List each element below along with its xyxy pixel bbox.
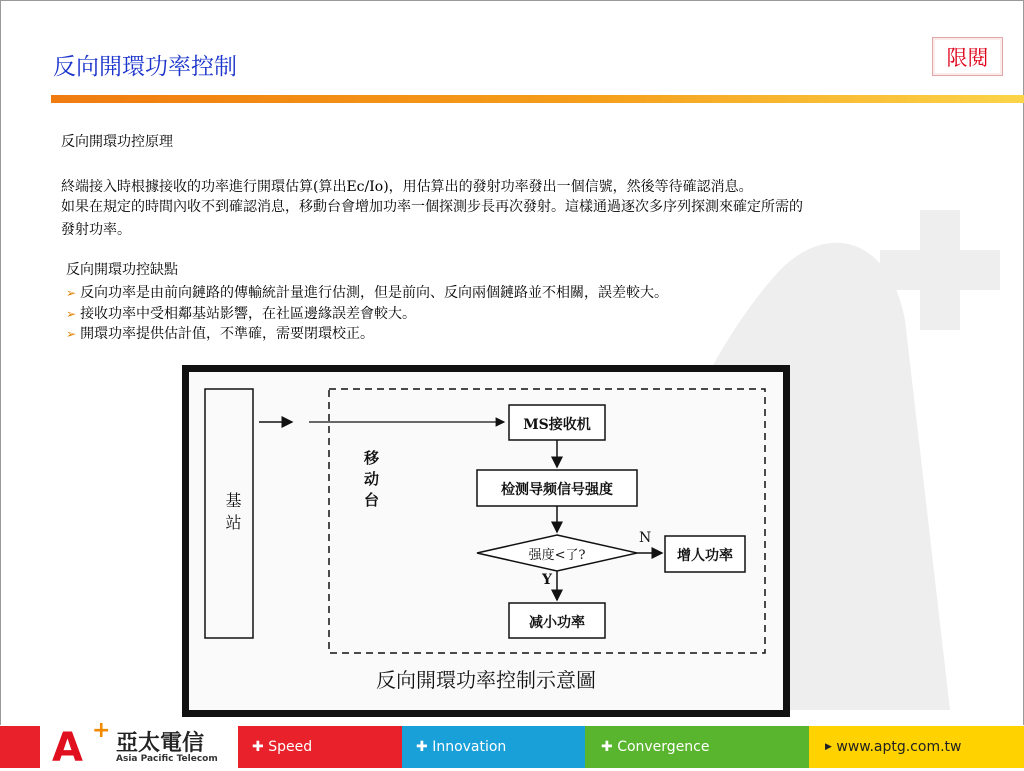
restricted-stamp: 限閱 [932,37,1003,76]
slide-border-left [0,0,1,725]
list-item: ➢ 開環功率提供估計值，不準確，需要閉環校正。 [66,324,668,345]
plus-icon: ✚ [601,739,613,755]
branch-y-label: Y [542,572,552,588]
list-item: ➢ 接收功率中受相鄰基站影響，在社區邊緣誤差會較大。 [66,304,668,325]
footer-website-link[interactable]: ▶ www.aptg.com.tw [809,726,1024,768]
mobile-station-label: 移动台 [364,449,380,509]
footer-convergence: ✚ Convergence [585,726,809,768]
footer-speed: ✚ Speed [238,726,402,768]
decision-label: 强度<了? [528,548,586,563]
footer-bar [0,718,1024,771]
play-arrow-icon: ▶ [825,742,832,752]
principle-heading: 反向開環功控原理 [61,134,173,150]
flowchart-figure [182,365,790,717]
footer-red-edge [0,726,40,768]
cons-heading: 反向開環功控缺點 [66,262,178,278]
list-item: ➢ 反向功率是由前向鏈路的傳輸統計量進行估測，但是前向、反向兩個鏈路並不相關，誤差較大。 [66,283,668,304]
bullet-arrow-icon: ➢ [66,286,77,300]
base-station-label: 基站 [223,492,242,536]
cons-list [66,283,668,345]
increase-power-label: 增人功率 [677,548,733,564]
footer-innovation: ✚ Innovation [402,726,585,768]
ms-receiver-label: MS接收机 [523,417,591,433]
logo-a-icon: A [52,725,83,771]
slide-title: 反向開環功率控制 [53,54,237,80]
flowchart-canvas [189,372,783,710]
slide-border-top [0,0,1024,1]
logo-plus-icon: + [92,718,111,743]
detect-pilot-label: 检测导频信号强度 [501,482,613,498]
logo-english-name: Asia Pacific Telecom [116,754,218,764]
plus-icon: ✚ [416,739,428,755]
plus-icon: ✚ [252,739,264,755]
bullet-arrow-icon: ➢ [66,327,77,341]
branch-n-label: N [639,530,652,546]
flowchart-diagram [189,372,783,710]
principle-line-1: 終端接入時根據接收的功率進行開環估算(算出Ec/Io)，用估算出的發射功率發出一個信號，然後等待確認消息。 [61,179,753,195]
decrease-power-label: 减小功率 [529,615,585,631]
bullet-arrow-icon: ➢ [66,306,77,321]
principle-line-3: 發射功率。 [61,222,131,238]
principle-line-2: 如果在規定的時間內收不到確認消息，移動台會增加功率一個探測步長再次發射。這樣通過逐次多序列探測來確定所需的 [61,199,803,215]
company-logo [0,718,238,771]
figure-caption: 反向開環功率控制示意圖 [376,668,596,692]
title-underline-bar [51,95,1024,103]
logo-chinese-name: 亞太電信 [116,731,205,756]
